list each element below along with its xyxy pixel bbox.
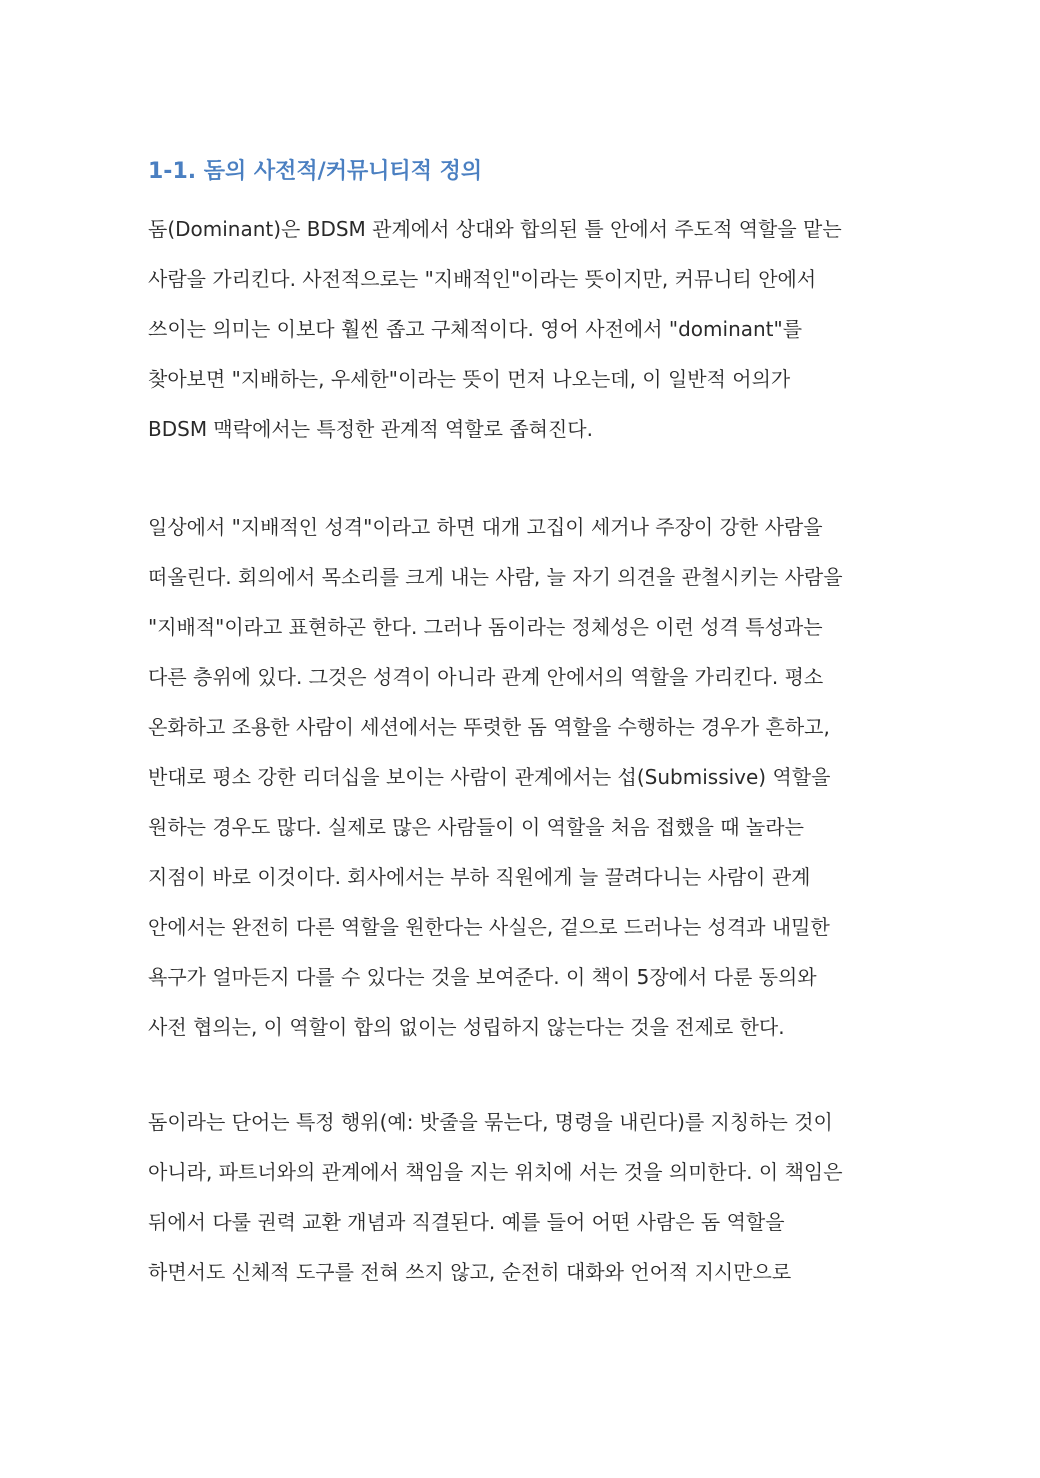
text-line: 사전 협의는, 이 역할이 합의 없이는 성립하지 않는다는 것을 전제로 한다. xyxy=(148,1015,785,1039)
text-line: 욕구가 얼마든지 다를 수 있다는 것을 보여준다. 이 책이 5장에서 다룬 동의와 xyxy=(148,965,817,989)
text-line: 반대로 평소 강한 리더십을 보이는 사람이 관계에서는 섭(Submissive) 역할을 xyxy=(148,765,831,789)
text-line: 사람을 가리킨다. 사전적으로는 "지배적인"이라는 뜻이지만, 커뮤니티 안에서 xyxy=(148,267,817,291)
text-line: 돔이라는 단어는 특정 행위(예: 밧줄을 묶는다, 명령을 내린다)를 지칭하는 것이 xyxy=(148,1110,833,1134)
text-line: 다른 층위에 있다. 그것은 성격이 아니라 관계 안에서의 역할을 가리킨다. 평소 xyxy=(148,665,824,689)
text-line: 쓰이는 의미는 이보다 훨씬 좁고 구체적이다. 영어 사전에서 "dominant"를 xyxy=(148,317,803,341)
text-line: 지점이 바로 이것이다. 회사에서는 부하 직원에게 늘 끌려다니는 사람이 관계 xyxy=(148,865,811,889)
text-line: 아니라, 파트너와의 관계에서 책임을 지는 위치에 서는 것을 의미한다. 이 책임은 xyxy=(148,1160,843,1184)
text-line: 온화하고 조용한 사람이 세션에서는 뚜렷한 돔 역할을 수행하는 경우가 흔하고, xyxy=(148,715,830,739)
paragraph-3 xyxy=(148,1097,908,1297)
paragraph-1 xyxy=(148,204,908,454)
text-line: BDSM 맥락에서는 특정한 관계적 역할로 좁혀진다. xyxy=(148,417,593,441)
text-line: 일상에서 "지배적인 성격"이라고 하면 대개 고집이 세거나 주장이 강한 사람을 xyxy=(148,515,823,539)
text-line: "지배적"이라고 표현하곤 한다. 그러나 돔이라는 정체성은 이런 성격 특성과는 xyxy=(148,615,823,639)
text-line: 돔(Dominant)은 BDSM 관계에서 상대와 합의된 틀 안에서 주도적 역할을 맡는 xyxy=(148,217,842,241)
text-line: 원하는 경우도 많다. 실제로 많은 사람들이 이 역할을 처음 접했을 때 놀라는 xyxy=(148,815,804,839)
section-heading: 1-1. 돔의 사전적/커뮤니티적 정의 xyxy=(148,159,483,184)
text-line: 하면서도 신체적 도구를 전혀 쓰지 않고, 순전히 대화와 언어적 지시만으로 xyxy=(148,1260,792,1284)
paragraph-2 xyxy=(148,502,908,1052)
text-line: 뒤에서 다룰 권력 교환 개념과 직결된다. 예를 들어 어떤 사람은 돔 역할을 xyxy=(148,1210,785,1234)
text-line: 떠올린다. 회의에서 목소리를 크게 내는 사람, 늘 자기 의견을 관철시키는 사람을 xyxy=(148,565,843,589)
text-line: 안에서는 완전히 다른 역할을 원한다는 사실은, 겉으로 드러나는 성격과 내밀한 xyxy=(148,915,830,939)
text-line: 찾아보면 "지배하는, 우세한"이라는 뜻이 먼저 나오는데, 이 일반적 어의가 xyxy=(148,367,791,391)
